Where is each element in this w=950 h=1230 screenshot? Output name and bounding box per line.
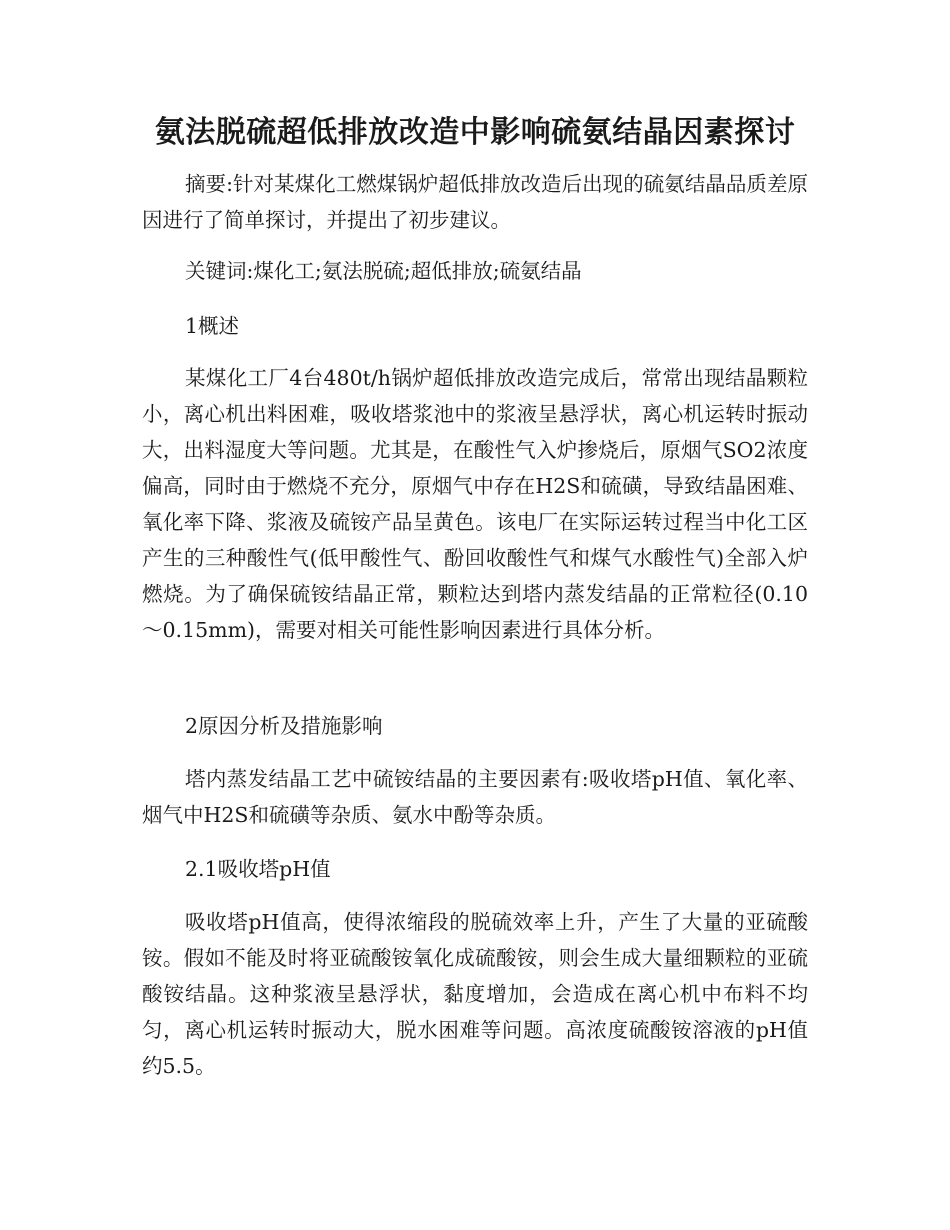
section-2-paragraph: 塔内蒸发结晶工艺中硫铵结晶的主要因素有:吸收塔pH值、氧化率、烟气中H2S和硫磺等杂质、氨水中酚等杂质。 bbox=[142, 767, 808, 827]
section-2-1-heading: 2.1吸收塔pH值 bbox=[185, 857, 331, 881]
section-1-paragraph: 某煤化工厂4台480t/h锅炉超低排放改造完成后，常常出现结晶颗粒小，离心机出料困难，吸收塔浆池中的浆液呈悬浮状，离心机运转时振动大，出料湿度大等问题。尤其是，在酸性气入炉掺烧后，原烟气SO2浓度偏高，同时由于燃烧不充分，原烟气中存在H2S和硫磺，导致结晶困难、氧化率下降、浆液及硫铵产品呈黄色。该电厂在实际运转过程当中化工区产生的三种酸性气(低甲酸性气、酚回收酸性气和煤气水酸性气)全部入炉燃烧。为了确保硫铵结晶正常，颗粒达到塔内蒸发结晶的正常粒径(0.10～0.15mm)，需要对相关可能性影响因素进行具体分析。 bbox=[142, 366, 808, 642]
document-title: 氨法脱硫超低排放改造中影响硫氨结晶因素探讨 bbox=[154, 115, 796, 150]
keywords-line: 关键词:煤化工;氨法脱硫;超低排放;硫氨结晶 bbox=[185, 259, 582, 283]
section-1-heading: 1概述 bbox=[185, 314, 240, 338]
section-2-1-paragraph: 吸收塔pH值高，使得浓缩段的脱硫效率上升，产生了大量的亚硫酸铵。假如不能及时将亚硫酸铵氧化成硫酸铵，则会生成大量细颗粒的亚硫酸铵结晶。这种浆液呈悬浮状，黏度增加，会造成在离心机中布料不均匀，离心机运转时振动大，脱水困难等问题。高浓度硫酸铵溶液的pH值约5.5。 bbox=[142, 910, 808, 1078]
abstract-paragraph: 摘要:针对某煤化工燃煤锅炉超低排放改造后出现的硫氨结晶品质差原因进行了简单探讨，并提出了初步建议。 bbox=[142, 172, 808, 232]
section-2-heading: 2原因分析及措施影响 bbox=[185, 714, 383, 738]
